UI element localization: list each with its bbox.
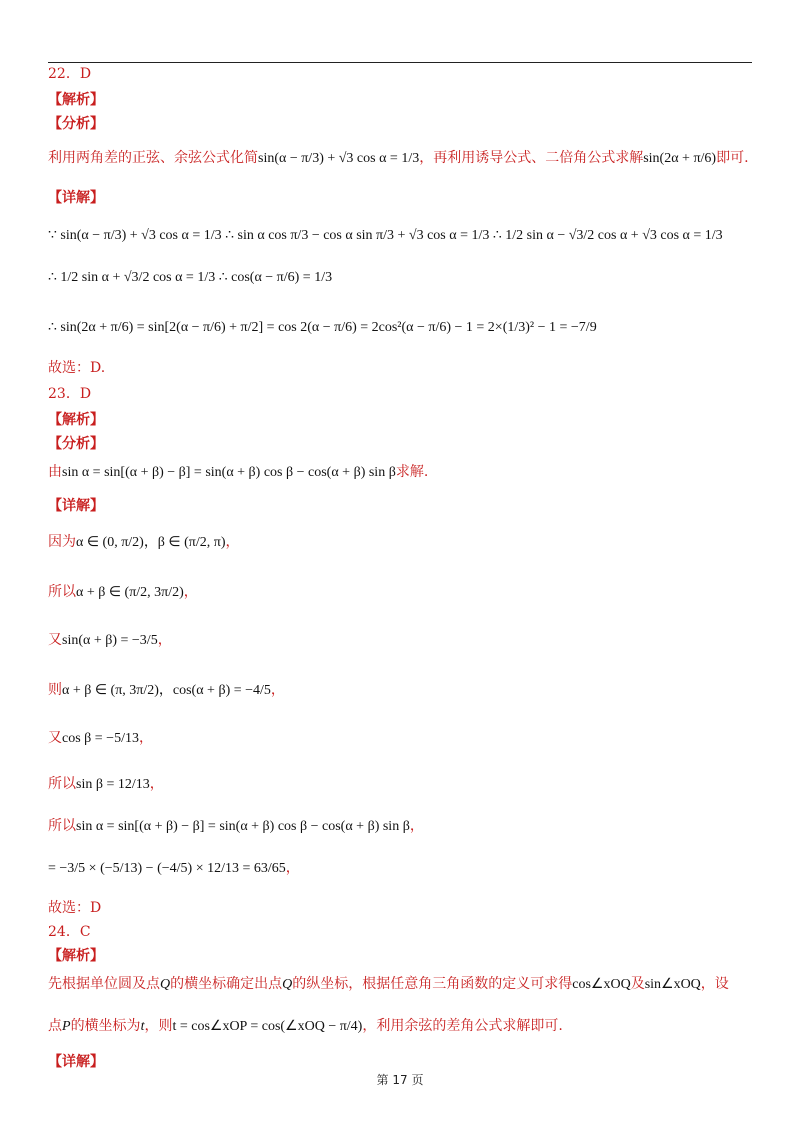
q22-analysis-formula-1: sin(α − π/3) + √3 cos α = 1/3: [258, 151, 420, 166]
q23-xiangjie-heading: 【详解】: [48, 498, 104, 514]
q23-line-4: 则α + β ∈ (π, 3π/2)，cos(α + β) = −4/5，: [48, 682, 285, 698]
q23-jiexi-heading: 【解析】: [48, 412, 104, 428]
q22-answer: 故选：D.: [48, 360, 106, 376]
q22-jiexi-heading: 【解析】: [48, 92, 104, 108]
q23-line-6: 所以sin β = 12/13，: [48, 776, 164, 792]
q23-line-2: 所以α + β ∈ (π/2, 3π/2)，: [48, 584, 198, 600]
q24-analysis-line-1: 先根据单位圆及点Q的横坐标确定出点Q的纵坐标，根据任意角三角函数的定义可求得cos∠xOQ及sin∠xOQ，设: [48, 976, 729, 992]
q24-xiangjie-heading: 【详解】: [48, 1054, 104, 1070]
header-rule: [48, 62, 752, 63]
q22-step-1: ∵ sin(α − π/3) + √3 cos α = 1/3 ∴ sin α cos π/3 − cos α sin π/3 + √3 cos α = 1/3 ∴ 1/2 sin α − √3/2 cos α + √3 cos α = 1/3: [48, 228, 723, 243]
q24-jiexi-heading: 【解析】: [48, 948, 104, 964]
q23-line-5: 又cos β = −5/13，: [48, 730, 153, 746]
q23-number: 23．D: [48, 386, 92, 402]
q23-analysis: 由sin α = sin[(α + β) − β] = sin(α + β) cos β − cos(α + β) sin β求解.: [48, 464, 429, 480]
q23-answer: 故选：D: [48, 900, 102, 916]
q24-number: 24．C: [48, 924, 91, 940]
q23-line-7: 所以sin α = sin[(α + β) − β] = sin(α + β) cos β − cos(α + β) sin β，: [48, 818, 424, 834]
q23-fenxi-heading: 【分析】: [48, 436, 104, 452]
q23-analysis-formula: sin α = sin[(α + β) − β] = sin(α + β) cos β − cos(α + β) sin β: [62, 465, 396, 480]
q22-fenxi-heading: 【分析】: [48, 116, 104, 132]
q22-step-2: ∴ 1/2 sin α + √3/2 cos α = 1/3 ∴ cos(α − π/6) = 1/3: [48, 270, 333, 285]
q23-line-3: 又sin(α + β) = −3/5，: [48, 632, 172, 648]
q22-number: 22．D: [48, 66, 92, 82]
q22-step-3: ∴ sin(2α + π/6) = sin[2(α − π/6) + π/2] = cos 2(α − π/6) = 2cos²(α − π/6) − 1 = 2×(1/3)² − 1 = −7/9: [48, 320, 597, 335]
q23-line-8: = −3/5 × (−5/13) − (−4/5) × 12/13 = 63/65，: [48, 860, 300, 876]
q22-xiangjie-heading: 【详解】: [48, 190, 104, 206]
q24-analysis-line-2: 点P的横坐标为t，则t = cos∠xOP = cos(∠xOQ − π/4)，利用余弦的差角公式求解即可.: [48, 1018, 563, 1034]
page-number: 第 17 页: [376, 1073, 424, 1087]
q23-line-1: 因为α ∈ (0, π/2)，β ∈ (π/2, π)，: [48, 534, 240, 550]
q22-analysis: 利用两角差的正弦、余弦公式化简sin(α − π/3) + √3 cos α = 1/3，再利用诱导公式、二倍角公式求解sin(2α + π/6)即可.: [48, 150, 749, 166]
q22-analysis-formula-2: sin(2α + π/6): [643, 151, 717, 166]
